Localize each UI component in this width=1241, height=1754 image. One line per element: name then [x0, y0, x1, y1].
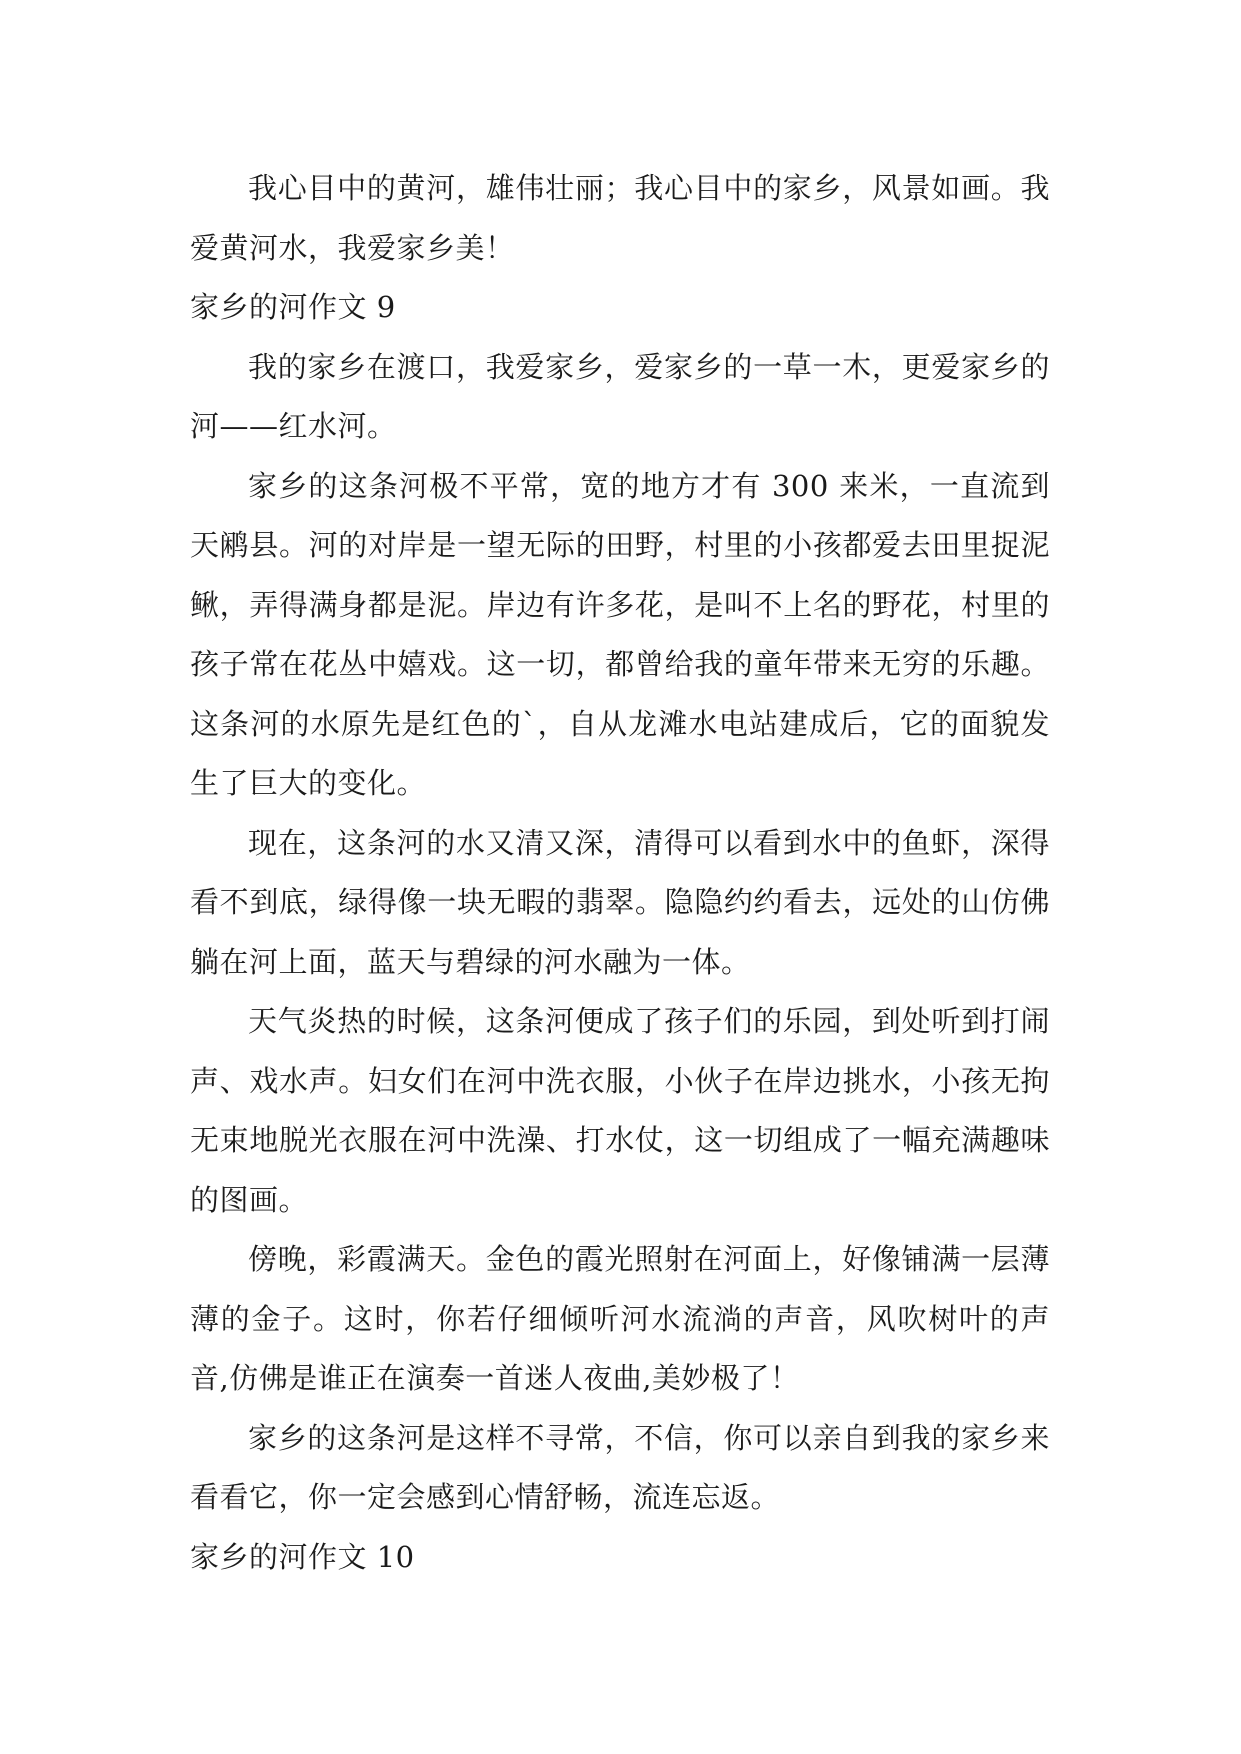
paragraph: 家乡的这条河极不平常，宽的地方才有 300 来米，一直流到天鹇县。河的对岸是一望无际的田野，村里的小孩都爱去田里捉泥鳅，弄得满身都是泥。岸边有许多花，是叫不上名的野花，村里的孩子常在花丛中嬉戏。这一切，都曾给我的童年带来无穷的乐趣。这条河的水原先是红色的`，自从龙滩水电站建成后，它的面貌发生了巨大的变化。: [190, 468, 1050, 800]
paragraph: 现在，这条河的水又清又深，清得可以看到水中的鱼虾，深得看不到底，绿得像一块无暇的翡翠。隐隐约约看去，远处的山仿佛躺在河上面，蓝天与碧绿的河水融为一体。: [190, 825, 1050, 979]
section-heading: 家乡的河作文 10: [190, 1539, 415, 1574]
paragraph: 我的家乡在渡口，我爱家乡，爱家乡的一草一木，更爱家乡的河——红水河。: [190, 349, 1050, 443]
section-heading: 家乡的河作文 9: [190, 290, 396, 324]
paragraph: 傍晚，彩霞满天。金色的霞光照射在河面上，好像铺满一层薄薄的金子。这时，你若仔细倾听河水流淌的声音，风吹树叶的声音,仿佛是谁正在演奏一首迷人夜曲,美妙极了！: [190, 1242, 1050, 1395]
paragraph: 家乡的这条河是这样不寻常，不信，你可以亲自到我的家乡来看看它，你一定会感到心情舒畅，流连忘返。: [190, 1420, 1050, 1514]
document-body: [190, 159, 1050, 1587]
paragraph: 我心目中的黄河，雄伟壮丽；我心目中的家乡，风景如画。我爱黄河水，我爱家乡美！: [190, 171, 1050, 265]
paragraph: 天气炎热的时候，这条河便成了孩子们的乐园，到处听到打闹声、戏水声。妇女们在河中洗衣服，小伙子在岸边挑水，小孩无拘无束地脱光衣服在河中洗澡、打水仗，这一切组成了一幅充满趣味的图画。: [190, 1004, 1050, 1217]
